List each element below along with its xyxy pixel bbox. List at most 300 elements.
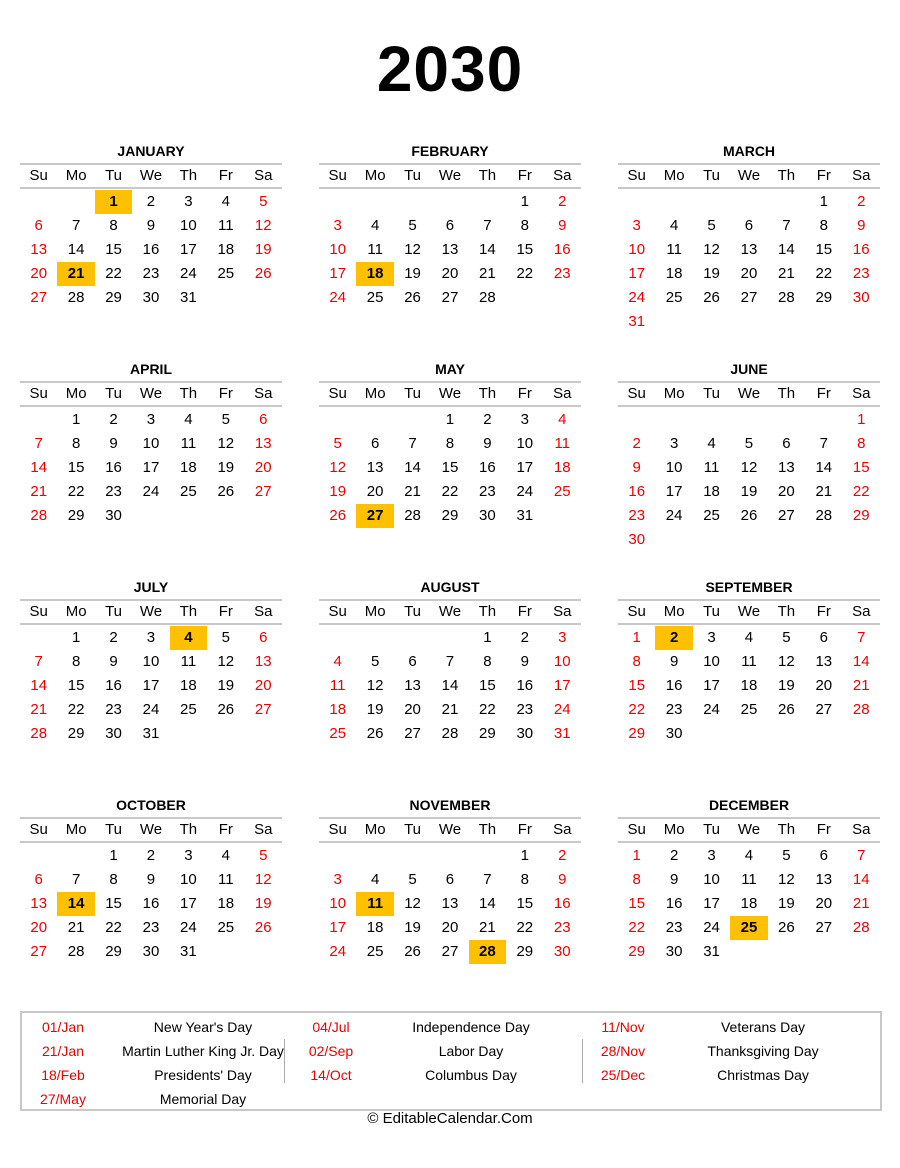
day-cell xyxy=(170,722,207,746)
weekday-label: Th xyxy=(777,385,796,402)
weekday-label: Sa xyxy=(553,821,572,838)
week-row xyxy=(319,262,581,286)
day-cell xyxy=(20,626,57,650)
day-cell: 10 xyxy=(628,241,646,258)
day-cell: 22 xyxy=(628,701,646,718)
weekday-label: Su xyxy=(328,603,347,620)
day-cell: 17 xyxy=(329,265,347,282)
day-cell: 15 xyxy=(105,895,122,912)
day-cell: 6 xyxy=(819,847,828,864)
weekday-label: Mo xyxy=(364,821,386,838)
day-cell: 11 xyxy=(180,435,197,452)
day-cell: 18 xyxy=(665,265,683,282)
day-cell: 1 xyxy=(857,411,866,428)
footer-copyright: © EditableCalendar.Com xyxy=(367,1110,533,1127)
day-cell: 26 xyxy=(217,483,235,500)
day-cell: 21 xyxy=(852,895,870,912)
day-cell: 29 xyxy=(67,507,85,524)
day-cell: 28 xyxy=(30,507,48,524)
day-cell: 2 xyxy=(655,626,692,650)
day-cell: 14 xyxy=(778,241,795,258)
holiday-item xyxy=(24,1087,304,1111)
day-cell: 20 xyxy=(441,265,459,282)
weekday-label: Fr xyxy=(218,603,233,620)
day-cell: 23 xyxy=(142,919,160,936)
day-cell: 14 xyxy=(852,871,870,888)
day-cell: 22 xyxy=(516,265,534,282)
day-cell: 22 xyxy=(852,483,870,500)
day-cell: 31 xyxy=(180,943,197,960)
week-row xyxy=(618,528,880,552)
day-cell: 10 xyxy=(703,871,720,888)
week-row xyxy=(618,892,880,916)
day-cell: 16 xyxy=(105,677,122,694)
day-cell xyxy=(730,940,767,964)
day-cell: 24 xyxy=(665,507,683,524)
day-cell: 4 xyxy=(370,217,380,234)
weekday-label: Tu xyxy=(404,821,422,838)
day-cell: 29 xyxy=(67,725,85,742)
week-row xyxy=(319,940,581,964)
day-cell: 28 xyxy=(67,289,85,306)
day-cell: 13 xyxy=(815,653,833,670)
weekday-label: Sa xyxy=(254,603,273,620)
day-cell: 26 xyxy=(778,701,795,718)
day-cell: 17 xyxy=(180,895,197,912)
day-cell xyxy=(319,626,356,650)
day-cell: 1 xyxy=(520,847,529,864)
day-cell: 21 xyxy=(852,677,870,694)
day-cell: 15 xyxy=(67,677,85,694)
month-title: JULY xyxy=(20,576,282,601)
week-row xyxy=(319,868,581,892)
day-cell: 22 xyxy=(479,701,496,718)
day-cell: 22 xyxy=(67,483,85,500)
day-cell xyxy=(655,408,692,432)
weekday-label: Th xyxy=(478,603,497,620)
day-cell: 4 xyxy=(558,411,567,428)
weekday-label: Mo xyxy=(364,603,386,620)
day-cell: 4 xyxy=(333,653,342,670)
day-cell: 2 xyxy=(857,193,866,210)
day-cell: 1 xyxy=(632,847,641,864)
day-cell xyxy=(693,190,730,214)
weekday-label: We xyxy=(438,385,462,402)
day-cell: 8 xyxy=(857,435,866,452)
day-cell: 16 xyxy=(142,241,160,258)
week-row xyxy=(319,844,581,868)
day-cell: 14 xyxy=(479,241,496,258)
day-cell: 19 xyxy=(404,265,421,282)
weekday-label: Th xyxy=(777,603,796,620)
day-cell: 23 xyxy=(628,507,646,524)
day-cell: 1 xyxy=(520,193,529,210)
day-cell: 10 xyxy=(553,653,571,670)
day-cell: 7 xyxy=(71,871,81,888)
days-grid xyxy=(319,843,581,964)
day-cell: 7 xyxy=(857,629,866,646)
month-august xyxy=(319,576,581,746)
weekday-header xyxy=(618,383,880,407)
day-cell: 2 xyxy=(632,435,641,452)
day-cell xyxy=(319,190,356,214)
day-cell: 18 xyxy=(217,241,235,258)
day-cell: 17 xyxy=(516,459,534,476)
day-cell: 10 xyxy=(329,241,347,258)
week-row xyxy=(618,722,880,746)
day-cell: 22 xyxy=(628,919,646,936)
holiday-date: 27/May xyxy=(40,1091,86,1107)
day-cell: 24 xyxy=(329,289,347,306)
day-cell: 27 xyxy=(441,943,459,960)
weekday-label: Tu xyxy=(105,167,123,184)
day-cell: 27 xyxy=(254,483,272,500)
day-cell: 25 xyxy=(329,725,347,742)
day-cell: 7 xyxy=(483,217,492,234)
weekday-label: Tu xyxy=(404,385,422,402)
weekday-label: Th xyxy=(478,385,497,402)
holiday-item xyxy=(584,1015,864,1039)
weekday-label: Sa xyxy=(254,385,273,402)
weekday-label: Th xyxy=(777,821,796,838)
day-cell: 25 xyxy=(180,701,197,718)
day-cell: 9 xyxy=(558,871,567,888)
weekday-label: Th xyxy=(179,603,198,620)
day-cell: 27 xyxy=(740,289,758,306)
day-cell: 16 xyxy=(553,895,571,912)
day-cell: 13 xyxy=(815,871,833,888)
day-cell: 6 xyxy=(445,217,455,234)
day-cell xyxy=(207,940,244,964)
day-cell: 19 xyxy=(254,895,272,912)
week-row xyxy=(319,286,581,310)
day-cell: 15 xyxy=(67,459,85,476)
day-cell: 21 xyxy=(57,262,94,286)
day-cell: 20 xyxy=(30,265,48,282)
day-cell xyxy=(245,722,282,746)
holiday-column xyxy=(292,1015,572,1087)
divider xyxy=(582,1039,583,1083)
day-cell: 17 xyxy=(142,677,160,694)
week-row xyxy=(319,916,581,940)
day-cell: 26 xyxy=(703,289,720,306)
day-cell: 30 xyxy=(105,725,122,742)
weekday-label: Mo xyxy=(663,821,685,838)
day-cell: 12 xyxy=(404,895,421,912)
day-cell: 7 xyxy=(782,217,791,234)
week-row xyxy=(618,262,880,286)
weekday-label: We xyxy=(139,167,163,184)
day-cell: 9 xyxy=(558,217,567,234)
day-cell xyxy=(655,190,692,214)
day-cell: 10 xyxy=(142,435,160,452)
weekday-header xyxy=(319,819,581,843)
weekday-label: Su xyxy=(29,385,48,402)
day-cell: 16 xyxy=(665,677,683,694)
day-cell: 26 xyxy=(404,943,421,960)
week-row xyxy=(20,432,282,456)
day-cell: 11 xyxy=(329,677,346,694)
day-cell: 13 xyxy=(254,653,272,670)
day-cell: 21 xyxy=(30,483,48,500)
holiday-date: 11/Nov xyxy=(601,1019,645,1035)
day-cell: 2 xyxy=(109,629,118,646)
day-cell xyxy=(843,722,880,746)
day-cell: 12 xyxy=(329,459,347,476)
day-cell: 3 xyxy=(707,629,716,646)
holiday-item xyxy=(584,1063,864,1087)
week-row xyxy=(20,892,282,916)
day-cell xyxy=(730,310,767,334)
day-cell: 3 xyxy=(520,411,529,428)
day-cell xyxy=(693,722,730,746)
day-cell: 7 xyxy=(857,847,866,864)
day-cell: 15 xyxy=(815,241,833,258)
week-row xyxy=(20,480,282,504)
days-grid xyxy=(319,407,581,528)
week-row xyxy=(618,940,880,964)
day-cell: 23 xyxy=(142,265,160,282)
holiday-date: 01/Jan xyxy=(41,1019,85,1035)
weekday-label: Sa xyxy=(852,385,871,402)
week-row xyxy=(319,238,581,262)
day-cell: 15 xyxy=(628,677,646,694)
day-cell: 25 xyxy=(740,701,758,718)
day-cell: 30 xyxy=(665,943,683,960)
month-title: APRIL xyxy=(20,358,282,383)
day-cell: 26 xyxy=(740,507,758,524)
day-cell: 2 xyxy=(109,411,118,428)
day-cell: 4 xyxy=(744,847,754,864)
day-cell: 20 xyxy=(815,677,833,694)
day-cell xyxy=(655,310,692,334)
day-cell: 15 xyxy=(516,895,534,912)
day-cell: 15 xyxy=(479,677,496,694)
day-cell: 18 xyxy=(703,483,720,500)
day-cell: 20 xyxy=(815,895,833,912)
week-row xyxy=(20,190,282,214)
day-cell: 30 xyxy=(553,943,571,960)
day-cell: 10 xyxy=(703,653,720,670)
week-row xyxy=(20,626,282,650)
day-cell: 2 xyxy=(146,193,156,210)
day-cell: 29 xyxy=(628,943,646,960)
month-december xyxy=(618,794,880,964)
day-cell: 5 xyxy=(408,871,417,888)
day-cell: 20 xyxy=(441,919,459,936)
week-row xyxy=(319,408,581,432)
day-cell: 12 xyxy=(217,435,235,452)
day-cell: 28 xyxy=(30,725,48,742)
weekday-label: We xyxy=(139,821,163,838)
week-row xyxy=(20,650,282,674)
month-february xyxy=(319,140,581,310)
day-cell: 13 xyxy=(740,241,758,258)
day-cell: 30 xyxy=(142,943,160,960)
day-cell: 11 xyxy=(666,241,682,258)
day-cell: 31 xyxy=(628,313,646,330)
weekday-label: Tu xyxy=(703,167,721,184)
day-cell: 23 xyxy=(553,265,571,282)
day-cell: 16 xyxy=(142,895,160,912)
week-row xyxy=(319,698,581,722)
day-cell: 5 xyxy=(744,435,754,452)
day-cell: 12 xyxy=(778,653,795,670)
day-cell: 17 xyxy=(142,459,160,476)
weekday-label: Fr xyxy=(517,821,532,838)
weekday-label: Tu xyxy=(105,603,123,620)
week-row xyxy=(20,286,282,310)
week-row xyxy=(20,504,282,528)
week-row xyxy=(20,214,282,238)
week-row xyxy=(319,456,581,480)
day-cell xyxy=(768,722,805,746)
day-cell: 27 xyxy=(356,504,393,528)
weekday-label: Tu xyxy=(404,603,422,620)
weekday-label: Fr xyxy=(218,167,233,184)
days-grid xyxy=(618,189,880,334)
week-row xyxy=(618,868,880,892)
weekday-label: Mo xyxy=(364,167,386,184)
day-cell: 10 xyxy=(516,435,534,452)
day-cell: 8 xyxy=(109,871,118,888)
day-cell: 28 xyxy=(852,701,870,718)
weekday-label: Su xyxy=(29,603,48,620)
weekday-label: Mo xyxy=(663,167,685,184)
month-june xyxy=(618,358,880,552)
day-cell: 25 xyxy=(703,507,720,524)
day-cell xyxy=(356,408,393,432)
day-cell: 13 xyxy=(441,895,459,912)
day-cell: 15 xyxy=(105,241,122,258)
week-row xyxy=(618,310,880,334)
day-cell: 11 xyxy=(218,217,234,234)
days-grid xyxy=(618,625,880,746)
day-cell: 3 xyxy=(632,217,641,234)
month-title: MAY xyxy=(319,358,581,383)
day-cell: 22 xyxy=(67,701,85,718)
day-cell: 1 xyxy=(819,193,828,210)
week-row xyxy=(20,916,282,940)
day-cell: 10 xyxy=(180,217,197,234)
day-cell: 9 xyxy=(483,435,492,452)
day-cell: 29 xyxy=(628,725,646,742)
day-cell: 27 xyxy=(404,725,421,742)
day-cell: 22 xyxy=(105,265,122,282)
day-cell xyxy=(544,286,581,310)
weekday-label: Fr xyxy=(816,821,831,838)
day-cell: 13 xyxy=(30,241,48,258)
day-cell: 11 xyxy=(703,459,720,476)
day-cell: 29 xyxy=(105,289,122,306)
month-september xyxy=(618,576,880,746)
weekday-label: Fr xyxy=(218,821,233,838)
weekday-label: Tu xyxy=(703,821,721,838)
day-cell: 10 xyxy=(142,653,160,670)
day-cell xyxy=(618,408,655,432)
week-row xyxy=(20,238,282,262)
days-grid xyxy=(319,189,581,310)
holiday-name: New Year's Day xyxy=(153,1019,253,1035)
day-cell: 24 xyxy=(553,701,571,718)
week-row xyxy=(618,190,880,214)
weekday-label: Fr xyxy=(218,385,233,402)
weekday-header xyxy=(319,383,581,407)
day-cell: 10 xyxy=(665,459,683,476)
day-cell: 30 xyxy=(628,531,646,548)
day-cell: 8 xyxy=(71,653,81,670)
weekday-label: Th xyxy=(179,167,198,184)
holiday-name: Columbus Day xyxy=(425,1067,517,1083)
month-title: DECEMBER xyxy=(618,794,880,819)
day-cell: 20 xyxy=(254,459,272,476)
days-grid xyxy=(20,407,282,528)
day-cell xyxy=(431,190,468,214)
day-cell: 23 xyxy=(665,701,683,718)
day-cell: 20 xyxy=(254,677,272,694)
day-cell: 2 xyxy=(146,847,156,864)
day-cell xyxy=(730,528,767,552)
holiday-date: 14/Oct xyxy=(310,1067,352,1083)
day-cell: 30 xyxy=(142,289,160,306)
day-cell: 18 xyxy=(180,459,197,476)
week-row xyxy=(319,650,581,674)
day-cell: 5 xyxy=(408,217,417,234)
weekday-label: Th xyxy=(777,167,796,184)
day-cell: 23 xyxy=(553,919,571,936)
month-title: OCTOBER xyxy=(20,794,282,819)
day-cell: 9 xyxy=(520,653,529,670)
day-cell: 17 xyxy=(628,265,646,282)
holiday-name: Presidents' Day xyxy=(154,1067,252,1083)
holiday-item xyxy=(24,1015,304,1039)
day-cell: 25 xyxy=(553,483,571,500)
day-cell: 19 xyxy=(740,483,758,500)
day-cell: 2 xyxy=(558,847,567,864)
day-cell: 14 xyxy=(404,459,421,476)
day-cell: 5 xyxy=(333,435,342,452)
day-cell: 3 xyxy=(669,435,679,452)
week-row xyxy=(319,504,581,528)
day-cell: 27 xyxy=(778,507,795,524)
day-cell xyxy=(394,408,431,432)
day-cell xyxy=(469,844,506,868)
holiday-date: 28/Nov xyxy=(600,1043,646,1059)
day-cell: 2 xyxy=(558,193,567,210)
day-cell: 31 xyxy=(703,943,720,960)
day-cell: 11 xyxy=(356,892,393,916)
day-cell: 21 xyxy=(479,919,496,936)
day-cell: 12 xyxy=(778,871,795,888)
holiday-name: Memorial Day xyxy=(159,1091,247,1107)
day-cell: 5 xyxy=(259,193,268,210)
day-cell: 8 xyxy=(520,871,529,888)
day-cell: 12 xyxy=(217,653,235,670)
day-cell: 8 xyxy=(109,217,118,234)
month-title: MARCH xyxy=(618,140,880,165)
day-cell: 18 xyxy=(366,919,384,936)
day-cell: 11 xyxy=(554,435,571,452)
day-cell: 8 xyxy=(445,435,455,452)
day-cell: 15 xyxy=(852,459,870,476)
week-row xyxy=(618,432,880,456)
weekday-label: Fr xyxy=(816,167,831,184)
holiday-name: Veterans Day xyxy=(720,1019,806,1035)
day-cell: 24 xyxy=(142,483,160,500)
day-cell xyxy=(768,528,805,552)
day-cell xyxy=(207,286,244,310)
holiday-list xyxy=(20,1011,882,1111)
